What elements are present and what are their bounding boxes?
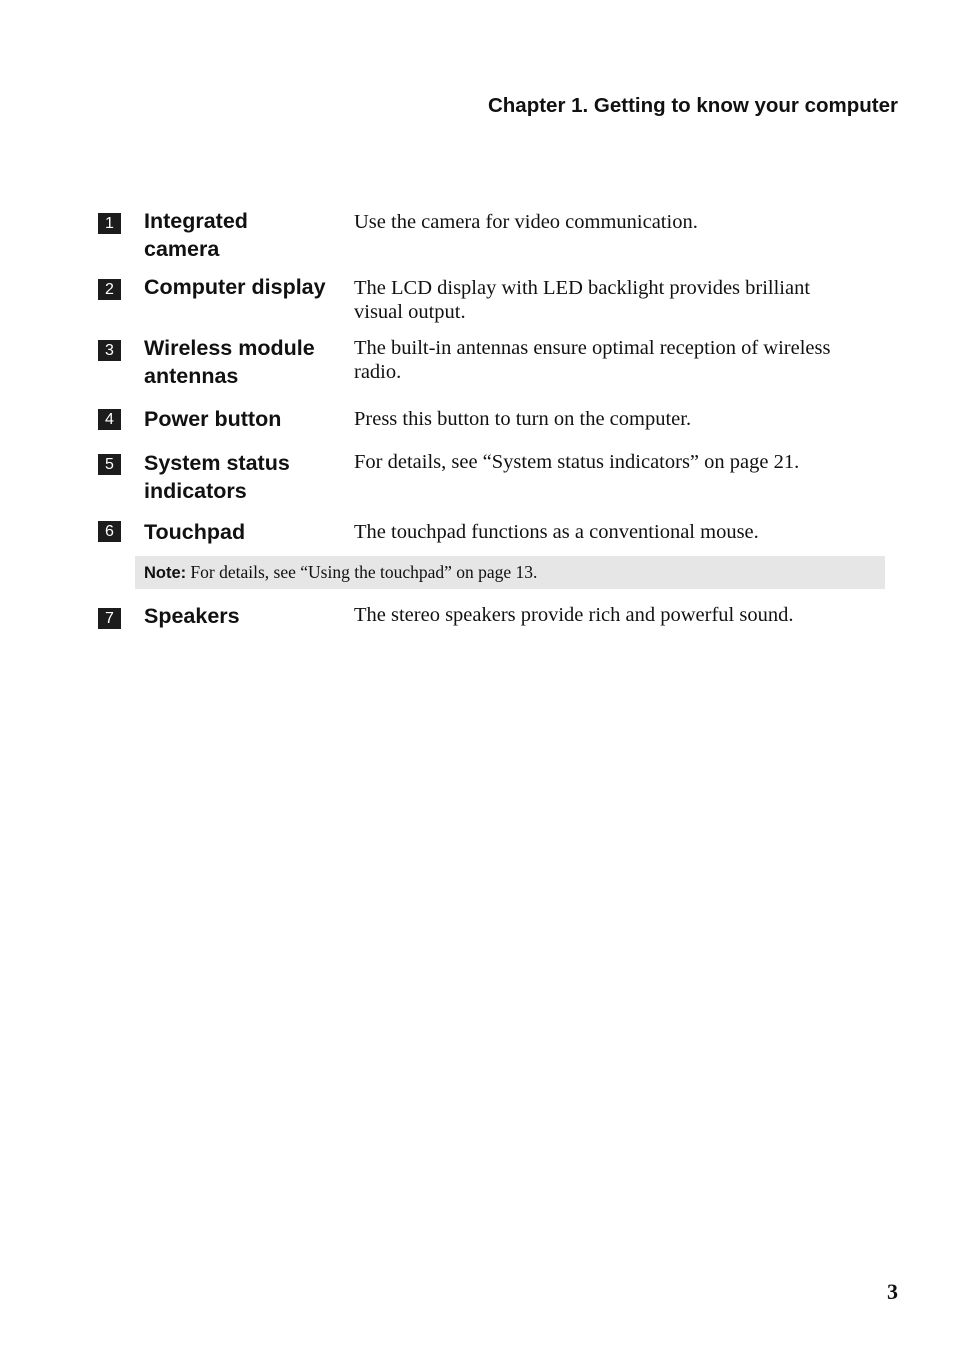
feature-number-badge: 6 [98, 521, 121, 542]
feature-term-line: System status [144, 451, 290, 475]
feature-description [354, 210, 884, 234]
feature-term [144, 602, 344, 630]
feature-term [144, 518, 344, 546]
feature-number-badge: 3 [98, 340, 121, 361]
feature-number-badge: 2 [98, 279, 121, 300]
feature-description-line: visual output. [354, 301, 466, 323]
page-number: 3 [887, 1279, 898, 1304]
feature-number-badge: 5 [98, 454, 121, 475]
feature-description [354, 603, 884, 627]
feature-term-line: Computer display [144, 275, 326, 299]
feature-description [354, 407, 884, 431]
feature-term-line: Speakers [144, 604, 240, 628]
feature-number-badge: 4 [98, 409, 121, 430]
note-text: For details, see “Using the touchpad” on page 13. [190, 562, 538, 582]
feature-description [354, 520, 884, 544]
feature-number-badge: 1 [98, 213, 121, 234]
feature-term-line: Integrated [144, 209, 248, 233]
feature-term [144, 449, 344, 505]
feature-term-line: indicators [144, 479, 247, 503]
feature-term-line: Wireless module [144, 336, 315, 360]
feature-description-line: For details, see “System status indicators” on page 21. [354, 451, 800, 473]
feature-description [354, 336, 884, 384]
feature-term-line: antennas [144, 364, 239, 388]
feature-term [144, 405, 344, 433]
feature-number-badge: 7 [98, 608, 121, 629]
feature-term [144, 273, 344, 301]
feature-term-line: camera [144, 237, 220, 261]
feature-description [354, 450, 884, 474]
feature-description-line: The touchpad functions as a conventional mouse. [354, 521, 759, 543]
feature-term-line: Touchpad [144, 520, 246, 544]
feature-description [354, 276, 884, 324]
feature-description-line: Press this button to turn on the computer. [354, 408, 692, 430]
note-box [135, 556, 885, 589]
chapter-title: Chapter 1. Getting to know your computer [487, 94, 898, 117]
feature-term [144, 207, 344, 263]
feature-description-line: Use the camera for video communication. [354, 211, 698, 233]
feature-term-line: Power button [144, 407, 282, 431]
feature-description-line: radio. [354, 361, 402, 383]
feature-description-line: The stereo speakers provide rich and powerful sound. [354, 604, 794, 626]
feature-description-line: The LCD display with LED backlight provides brilliant [354, 277, 811, 299]
feature-term [144, 334, 344, 390]
note-label: Note: [144, 564, 187, 582]
feature-description-line: The built-in antennas ensure optimal reception of wireless [354, 337, 831, 359]
